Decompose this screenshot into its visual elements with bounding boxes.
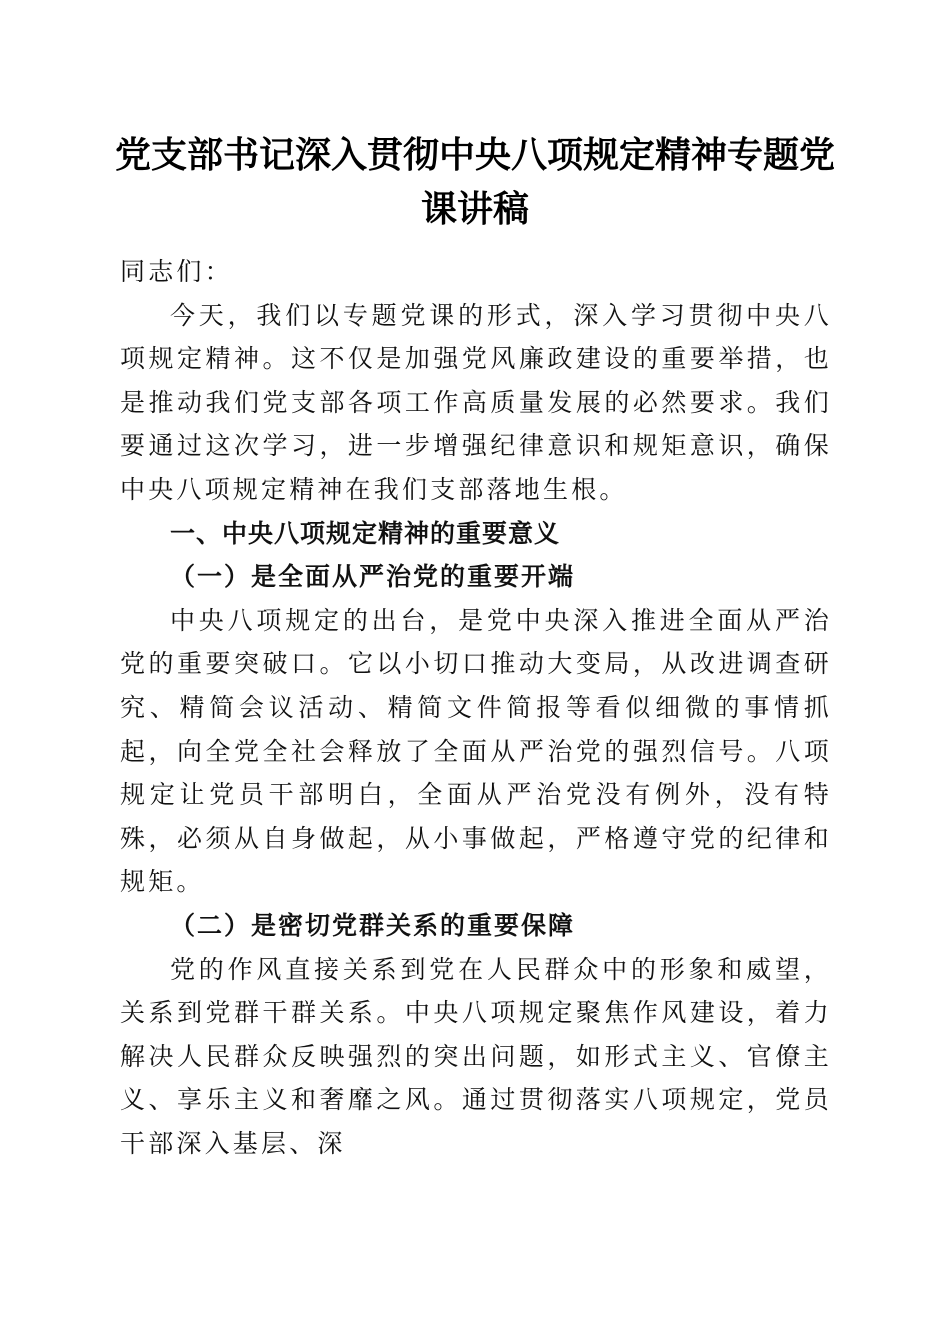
subsection-heading-1: （一）是全面从严治党的重要开端 (170, 562, 576, 592)
section-heading-1: 一、中央八项规定精神的重要意义 (170, 518, 561, 548)
subsection-paragraph-2: 党的作风直接关系到党在人民群众中的形象和威望，关系到党群干群关系。中央八项规定聚焦作风建设，着力解决人民群众反映强烈的突出问题，如形式主义、官僚主义、享乐主义和奢靡之风。通过贯彻落实八项规定，党员干部深入基层、深 (120, 954, 832, 1158)
subsection-paragraph-1: 中央八项规定的出台，是党中央深入推进全面从严治党的重要突破口。它以小切口推动大变局，从改进调查研究、精简会议活动、精简文件简报等看似细微的事情抓起，向全党全社会释放了全面从严治党的强烈信号。八项规定让党员干部明白，全面从严治党没有例外，没有特殊，必须从自身做起，从小事做起，严格遵守党的纪律和规矩。 (120, 605, 832, 897)
intro-paragraph: 今天，我们以专题党课的形式，深入学习贯彻中央八项规定精神。这不仅是加强党风廉政建设的重要举措，也是推动我们党支部各项工作高质量发展的必然要求。我们要通过这次学习，进一步增强纪律意识和规矩意识，确保中央八项规定精神在我们支部落地生根。 (120, 300, 832, 504)
document-body (120, 250, 832, 1165)
document-title: 党支部书记深入贯彻中央八项规定精神专题党课讲稿 (114, 134, 835, 230)
salutation: 同志们： (120, 257, 233, 286)
subsection-heading-2: （二）是密切党群关系的重要保障 (170, 910, 576, 940)
